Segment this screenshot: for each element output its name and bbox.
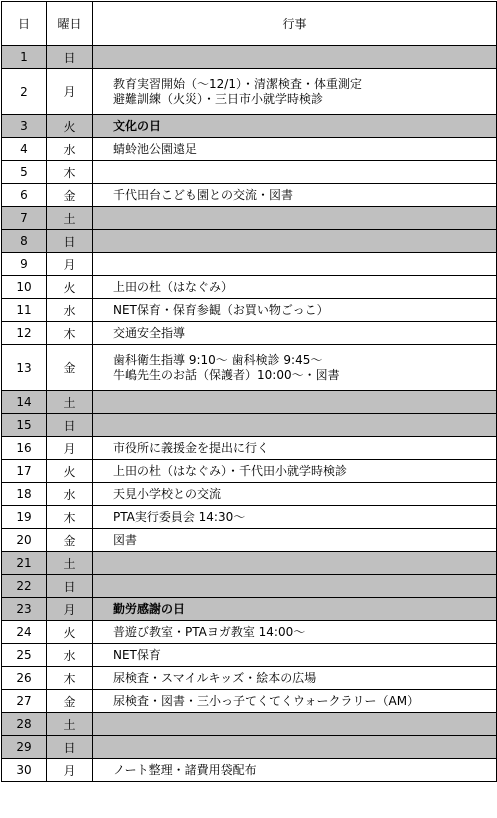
day-cell: 5 — [2, 161, 47, 184]
day-cell: 6 — [2, 184, 47, 207]
day-cell: 16 — [2, 437, 47, 460]
day-cell: 11 — [2, 299, 47, 322]
day-cell: 29 — [2, 736, 47, 759]
event-text: 文化の日 — [113, 118, 162, 133]
event-cell — [93, 322, 497, 345]
day-cell: 14 — [2, 391, 47, 414]
day-cell: 28 — [2, 713, 47, 736]
weekday-cell: 日 — [47, 575, 93, 598]
event-text: NET保育・保育参観（お買い物ごっこ） — [113, 302, 329, 317]
weekday-cell: 土 — [47, 391, 93, 414]
event-cell — [93, 161, 497, 184]
weekday-cell: 金 — [47, 529, 93, 552]
event-text: 市役所に義援金を提出に行く — [113, 440, 270, 455]
weekday-cell: 火 — [47, 276, 93, 299]
schedule-row — [2, 460, 497, 483]
schedule-row — [2, 667, 497, 690]
event-cell — [93, 391, 497, 414]
day-cell: 22 — [2, 575, 47, 598]
event-text: PTA実行委員会 14:30～ — [113, 509, 246, 524]
event-cell — [93, 184, 497, 207]
weekday-cell: 水 — [47, 483, 93, 506]
event-cell — [93, 621, 497, 644]
schedule-row — [2, 253, 497, 276]
day-cell: 21 — [2, 552, 47, 575]
schedule-row — [2, 230, 497, 253]
schedule-row — [2, 299, 497, 322]
weekday-cell: 金 — [47, 690, 93, 713]
schedule-row — [2, 138, 497, 161]
day-cell: 25 — [2, 644, 47, 667]
day-cell: 30 — [2, 759, 47, 782]
schedule-row — [2, 115, 497, 138]
weekday-cell: 水 — [47, 299, 93, 322]
event-cell — [93, 667, 497, 690]
schedule-row — [2, 322, 497, 345]
day-cell: 12 — [2, 322, 47, 345]
weekday-cell: 土 — [47, 207, 93, 230]
weekday-cell: 木 — [47, 506, 93, 529]
schedule-row — [2, 736, 497, 759]
day-cell: 7 — [2, 207, 47, 230]
header-row — [2, 2, 497, 46]
event-cell — [93, 460, 497, 483]
day-cell: 10 — [2, 276, 47, 299]
weekday-cell: 木 — [47, 667, 93, 690]
event-cell — [93, 598, 497, 621]
event-cell — [93, 115, 497, 138]
header-day: 日 — [2, 2, 47, 46]
header-weekday: 曜日 — [47, 2, 93, 46]
event-cell — [93, 506, 497, 529]
weekday-cell: 金 — [47, 345, 93, 391]
event-cell — [93, 299, 497, 322]
event-text: 上田の杜（はなぐみ）・千代田小就学時検診 — [113, 463, 348, 478]
weekday-cell: 土 — [47, 713, 93, 736]
event-cell — [93, 276, 497, 299]
day-cell: 2 — [2, 69, 47, 115]
event-text: 交通安全指導 — [113, 325, 186, 340]
weekday-cell: 日 — [47, 414, 93, 437]
day-cell: 17 — [2, 460, 47, 483]
event-cell — [93, 759, 497, 782]
event-text: 上田の杜（はなぐみ） — [113, 279, 234, 294]
event-text: 普遊び教室・PTAヨガ教室 14:00～ — [113, 624, 306, 639]
event-cell — [93, 414, 497, 437]
schedule-row — [2, 483, 497, 506]
weekday-cell: 金 — [47, 184, 93, 207]
schedule-row — [2, 529, 497, 552]
event-cell — [93, 345, 497, 391]
event-text: 教育実習開始（～12/1）・清潔検査・体重測定 — [113, 76, 362, 91]
schedule-row — [2, 46, 497, 69]
day-cell: 8 — [2, 230, 47, 253]
event-cell — [93, 138, 497, 161]
event-text: ノート整理・諸費用袋配布 — [113, 762, 257, 777]
day-cell: 3 — [2, 115, 47, 138]
weekday-cell: 土 — [47, 552, 93, 575]
event-cell — [93, 529, 497, 552]
schedule-row — [2, 575, 497, 598]
event-cell — [93, 575, 497, 598]
schedule-row — [2, 437, 497, 460]
weekday-cell: 水 — [47, 644, 93, 667]
schedule-row — [2, 207, 497, 230]
schedule-row — [2, 161, 497, 184]
event-cell — [93, 253, 497, 276]
schedule-row — [2, 713, 497, 736]
event-cell — [93, 437, 497, 460]
day-cell: 15 — [2, 414, 47, 437]
schedule-row — [2, 598, 497, 621]
weekday-cell: 月 — [47, 759, 93, 782]
weekday-cell: 火 — [47, 460, 93, 483]
weekday-cell: 日 — [47, 46, 93, 69]
event-cell — [93, 230, 497, 253]
header-event: 行事 — [93, 2, 497, 46]
event-cell — [93, 552, 497, 575]
event-cell — [93, 69, 497, 115]
event-text: 避難訓練（火災）・三日市小就学時検診 — [113, 91, 324, 106]
weekday-cell: 火 — [47, 115, 93, 138]
schedule-row — [2, 69, 497, 115]
schedule-row — [2, 759, 497, 782]
event-text: 千代田台こども園との交流・図書 — [113, 187, 294, 202]
event-text: 図書 — [113, 532, 138, 547]
schedule-row — [2, 345, 497, 391]
day-cell: 24 — [2, 621, 47, 644]
schedule-table — [1, 1, 497, 782]
day-cell: 9 — [2, 253, 47, 276]
event-text: 尿検査・スマイルキッズ・絵本の広場 — [113, 670, 317, 685]
schedule-row — [2, 391, 497, 414]
event-text: 歯科衛生指導 9:10～ 歯科検診 9:45～ — [113, 352, 323, 367]
schedule-row — [2, 621, 497, 644]
event-cell — [93, 483, 497, 506]
weekday-cell: 水 — [47, 138, 93, 161]
day-cell: 19 — [2, 506, 47, 529]
weekday-cell: 日 — [47, 230, 93, 253]
event-text: 蜻蛉池公園遠足 — [113, 141, 198, 156]
event-cell — [93, 690, 497, 713]
schedule-row — [2, 184, 497, 207]
event-cell — [93, 736, 497, 759]
weekday-cell: 月 — [47, 253, 93, 276]
event-text: 牛嶋先生のお話（保護者）10:00～・図書 — [113, 367, 340, 382]
event-text: NET保育 — [113, 647, 161, 662]
day-cell: 23 — [2, 598, 47, 621]
event-cell — [93, 713, 497, 736]
day-cell: 20 — [2, 529, 47, 552]
schedule-row — [2, 644, 497, 667]
schedule-row — [2, 276, 497, 299]
weekday-cell: 木 — [47, 322, 93, 345]
event-cell — [93, 207, 497, 230]
weekday-cell: 木 — [47, 161, 93, 184]
day-cell: 18 — [2, 483, 47, 506]
weekday-cell: 火 — [47, 621, 93, 644]
weekday-cell: 月 — [47, 69, 93, 115]
day-cell: 1 — [2, 46, 47, 69]
schedule-body — [2, 2, 497, 782]
weekday-cell: 日 — [47, 736, 93, 759]
schedule-row — [2, 414, 497, 437]
day-cell: 4 — [2, 138, 47, 161]
event-text: 天見小学校との交流 — [113, 486, 222, 501]
event-cell — [93, 644, 497, 667]
schedule-row — [2, 506, 497, 529]
day-cell: 26 — [2, 667, 47, 690]
schedule-row — [2, 690, 497, 713]
event-text: 勤労感謝の日 — [113, 601, 186, 616]
event-cell — [93, 46, 497, 69]
weekday-cell: 月 — [47, 437, 93, 460]
schedule-row — [2, 552, 497, 575]
weekday-cell: 月 — [47, 598, 93, 621]
day-cell: 13 — [2, 345, 47, 391]
event-text: 尿検査・図書・三小っ子てくてくウォークラリー（AM） — [113, 693, 420, 708]
day-cell: 27 — [2, 690, 47, 713]
